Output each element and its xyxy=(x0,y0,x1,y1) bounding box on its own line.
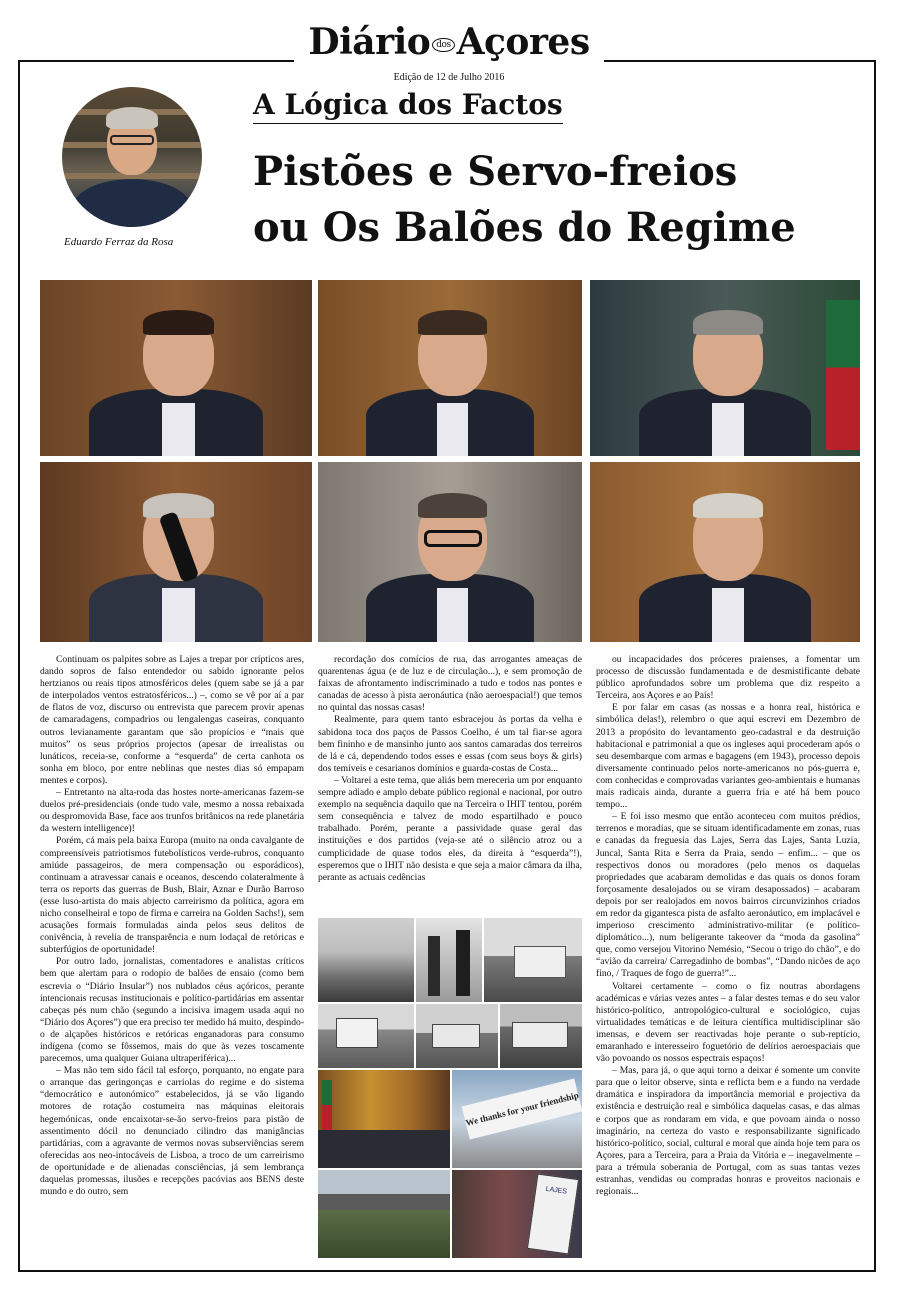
paragraph: Continuam os palpites sobre as Lajes a trepar por crípticos ares, dando sopros de falso entendedor ou sabido ignorante pelos hertzianos ou reais tipos atmosféricos deles (quem sabe se já a par de interpolados ventos estratosféricos...) –, como se vê por aí a par de flatos de voz, discurso ou entrevista que parecem provir apenas de camaradagens, compadrios ou lengalengas caseiras, conquanto outros levianamente garantam que são propícios e “mais que muitos” os seus próprios projectos (apesar de irrealistas ou lunáticos, receia-se, conforme a “esquerda” de certa canhota os sonha em bloco, por entre neblinas que nestes dias só empapam mentes e corpos). xyxy=(40,654,304,786)
historical-photo-house-4 xyxy=(500,1004,582,1068)
paragraph: – Entretanto na alta-roda das hostes norte-americanas fazem-se duelos pré-presidenciais (onde tudo vale, mesmo a nossa rebaixada ou despromovida Base, face aos trunfos britânicos na rede planetária da western intelligence)! xyxy=(40,787,304,835)
edition-date: Edição de 12 de Julho 2016 xyxy=(393,72,505,83)
masthead xyxy=(0,22,898,65)
historical-photo-house-1 xyxy=(484,918,582,1002)
headline-line-1: Pistões e Servo-freios xyxy=(253,148,738,195)
paragraph: – E foi isso mesmo que então aconteceu com muitos prédios, terrenos e moradias, que se situam identificadamente em zonas, ruas e canadas da freguesia das Lajes, Serra das Lajes, Santa Luzia, Juncal, Santa Rita e Serra da Praia, sendo – enfim... – que os respectivos donos ou moradores (pelo menos os daquelas propriedades que acabaram demolidas e das quais os donos foram forçosamente desalojados ou se viram desapossados) – acabaram depois por ser realojados em novos bairros circunvizinhos criados em redor da gigantesca pista de asfalto aeronáutico, em implacável e imperioso crescimento administrativo-militar (e político-diplomático...), num beligerante takeover da “moda da gasolina” que, como versejou Vitorino Nemésio, “Secou o trigo do chão”, e do “avião da carreira/ Carregadinho de bombas”, “Dando nicões de aço fino, / Traques de fogo de guerra!”... xyxy=(596,811,860,980)
paragraph: Realmente, para quem tanto esbracejou às portas da velha e sabidona toca dos paços de Passos Coelho, é um tal fiar-se agora bem fininho e de mansinho junto aos santos camaradas dos terreiros de lá e cá, dependendo todos esses e essas (com seus boys & girls) dos temíveis e cesarianos domínios e guarda-costas de Costa... xyxy=(318,714,582,774)
section-title: A Lógica dos Factos xyxy=(253,88,563,124)
historical-photo-field xyxy=(318,918,414,1002)
paragraph: Porém, cá mais pela baixa Europa (muito na onda cavalgante de compreensíveis patriotismos futebolísticos verde-rubros, conquanto amiúde passageiros, de mera compensação ou esporádicos), continuam a atravessar canais e oceanos, descendo colateralmente à terra os reports das guerras de Bush, Blair, Aznar e Durão Barroso (esse luso-artista do mais abjecto carreirismo da política, agora em nicho conselheiral e topo de firma e carreira na Golden Sachs!), sem acusações formais formuladas ainda pelos seus delitos de conivência, à revelia de transparência e num lodaçal de retóricas e subterfúgios de oportunidade! xyxy=(40,835,304,956)
photo-protest-banner xyxy=(452,1070,582,1168)
masthead-dos: dos xyxy=(432,38,454,52)
photo-protesters xyxy=(452,1170,582,1258)
paragraph: – Mas não tem sido fácil tal esforço, porquanto, no engate para o arranque das geringonças e carriolas do regime e do sistema “democrático e autonómico” estabelecidos, já se vão ligando motores de rotação costumeira nas máquinas eleitorais hegemónicas, onde encaixotar-se-ão servo-freios para pistão de assentimento dócil no denunciado cilindro das manigâncias partidárias, com a agravante de vermos novas subserviências serem oferecidas aos neo-intocáveis de Lisboa, a troco de um carreirismo de oportunidade e de alienadas consciências, já sem lembrança daquelas promessas, ilusões e recepções pacóvias aos BENS deste mundo e do outro, sem xyxy=(40,1065,304,1198)
photo-parliament-session xyxy=(318,1070,450,1168)
paragraph: ou incapacidades dos próceres praienses, a fomentar um processo de discussão fundamentada e de desmistificante debate público aprofundados sobre um problema que diz respeito a Terceira, aos Açores e ao País! xyxy=(596,654,860,702)
politician-photo-6 xyxy=(590,462,860,642)
historical-photo-house-3 xyxy=(416,1004,498,1068)
politician-photo-3 xyxy=(590,280,860,456)
paragraph: E por falar em casas (as nossas e a honra real, histórica e simbólica delas!), relembro o que aqui escrevi em Dezembro de 2013 a propósito do levantamento geo-cadastral e da destruição habitacional e patrimonial a que os ingleses aqui procederam após o seu desembarque com armas e bagagens (em 1943), processo depois diversamente continuado pelos norte-americanos no pós-guerra e, com conhecidas e comprovadas variantes geo-ambientais e humanas mais radicais ainda, durante a guerra fria e até há bem pouco tempo... xyxy=(596,702,860,811)
historical-photo-house-2 xyxy=(318,1004,414,1068)
masthead-right: Açores xyxy=(456,21,590,63)
paragraph: Voltarei certamente – como o fiz noutras abordagens académicas e várias vezes antes – a falar destes temas e do seu valor histórico-político, antropológico-cultural e sociológico, cujas virtualidades temáticas e de leitura científica multidisciplinar são imensas, e devem ser reactivadas hoje perante o sub-reptício, emaranhado e interesseiro foguetório de delírios aeroespaciais que vão povoando os nossos espectrais espaços! xyxy=(596,980,860,1065)
headline-line-2: ou Os Balões do Regime xyxy=(253,204,796,251)
paragraph: – Voltarei a este tema, que aliás bem mereceria um por enquanto sempre adiado e amplo debate público regional e nacional, por outro exemplo na sequência daquilo que na Terceira o IHIT tentou, porém sem consequência e talvez de modo espartilhado e pouco trabalhado. Porém, perante a passividade quase geral das instituições e dos partidos (veja-se até o silêncio atroz ou a cumplicidade de quase todos eles, da direita à “esquerda”!), esperemos que o IHIT não desista e que seja a maior câmara da ilha, perante as actuais cedências xyxy=(318,774,582,883)
photo-air-base xyxy=(318,1170,450,1258)
article-column-2 xyxy=(318,654,582,884)
protest-sign: LAJES xyxy=(527,1173,579,1254)
masthead-left: Diário xyxy=(308,21,431,63)
author-name: Eduardo Ferraz da Rosa xyxy=(64,236,174,248)
headline xyxy=(253,144,853,256)
politician-photo-2 xyxy=(318,280,582,456)
author-portrait xyxy=(62,87,202,227)
politician-photo-5 xyxy=(318,462,582,642)
historical-photo-officers xyxy=(416,918,482,1002)
article-column-3 xyxy=(596,654,860,1198)
politician-photo-4 xyxy=(40,462,312,642)
paragraph: – Mas, para já, o que aqui torno a deixar é somente um convite para que o leitor observe, sinta e reflicta bem e a fundo na verdade dramática e inspiradora da importância memorial e projectiva da existência e destruição real e simbólica daquelas casas, e das almas e corpos que as rondaram em vida, e que povoam ainda o nosso imaginário, na certeza do vasto e responsabilizante significado histórico-político, social, cultural e moral que ainda hoje tem para os Açores, para a Terceira, para a Praia da Vitória e – inegavelmente – para a trémula soberania de Portugal, com as suas tantas vezes estranhas, vendidas ou compradas honras e proveitos nacionais e regionais... xyxy=(596,1065,860,1198)
paragraph: Por outro lado, jornalistas, comentadores e analistas críticos bem que alertam para o rodopio de balões de ensaio (como bem escrevia o “Diário Insular”) nos nublados céus açóricos, perante intencionais recusas institucionais e político-partidárias em assentar cabeças pés num chão (segundo a incisiva imagem usada aqui no “Diário dos Açores”) que era preciso ter medido há muito, despindo-o de alçapões históricos e retóricas enganadoras para consumo indígena (como se fôssemos, mais do que às vezes toscamente parecemos, uma qualquer Guiana ultraperiférica)... xyxy=(40,956,305,1065)
friendship-banner-text: We thanks for your friendship xyxy=(462,1078,582,1139)
politician-photo-1 xyxy=(40,280,312,456)
article-column-1 xyxy=(40,654,304,1198)
paragraph: recordação dos comícios de rua, das arrogantes ameaças de quarentenas água (e de luz e de circulação...), e sem promoção de faixas de afrontamento indiscriminado a tudo e todos nas pontes e canadas de acesso à pista aeronáutica (não aeroespacial!) que temos no quintal das nossas casas! xyxy=(318,654,582,714)
